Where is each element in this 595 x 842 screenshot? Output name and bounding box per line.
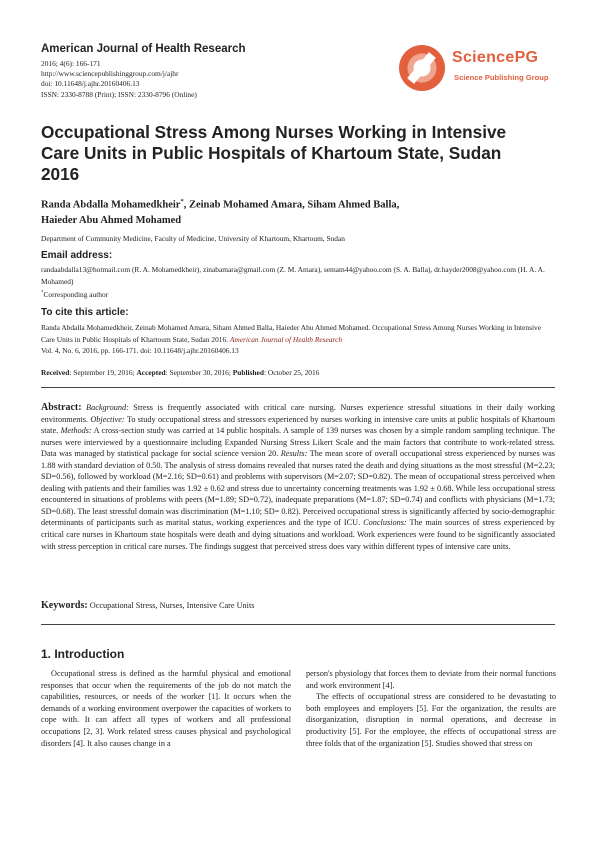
background-label: Background: [86, 403, 129, 412]
keywords-label: Keywords: [41, 600, 88, 611]
accepted-date: : September 30, 2016; [165, 368, 233, 377]
meta-volume: 2016; 4(6): 166-171 [41, 59, 101, 68]
divider-top [41, 387, 555, 388]
methods-label: Methods: [60, 426, 92, 436]
corresponding-marker: * [180, 198, 184, 205]
logo-subtitle: Science Publishing Group [454, 73, 549, 82]
objective-text: To study occupational stress and stressors experienced by nurses working in intensive care units at public hospitals of Khartoum state. [41, 414, 555, 436]
published-date: : October 25, 2016 [263, 368, 320, 377]
publisher-logo [399, 45, 559, 95]
author-list [41, 194, 551, 228]
intro-paragraph-continued: person's physiology that forces them to deviate from their normal functions and work environment [4]. [306, 669, 556, 690]
affiliation: Department of Community Medicine, Faculty of Medicine, University of Khartoum, Khartoum, Sudan [41, 234, 345, 243]
citation-journal: American Journal of Health Research [229, 334, 343, 344]
published-label: Published [232, 368, 264, 377]
conclusions-label: Conclusions: [363, 518, 407, 528]
meta-doi[interactable]: doi: 10.11648/j.ajhr.20160406.13 [41, 79, 140, 89]
author-corresponding: Randa Abdalla Mohamedkheir [41, 199, 181, 211]
author-others: , Zeinab Mohamed Amara, Siham Ahmed Balla, [183, 199, 400, 211]
received-date: : September 19, 2016; [69, 368, 137, 377]
email-heading: Email address: [41, 250, 113, 261]
results-label: Results: [280, 449, 308, 459]
received-label: Received [41, 368, 70, 377]
abstract [41, 402, 555, 552]
citation-volume: Vol. 4, No. 6, 2016, pp. 166-171. doi: 10.11648/j.ajhr.20160406.13 [41, 346, 239, 355]
corresponding-note [41, 290, 108, 299]
meta-url[interactable]: http://www.sciencepublishinggroup.com/j/ajhr [41, 69, 179, 79]
column-left [41, 668, 291, 749]
objective-label: Objective: [90, 414, 125, 424]
column-right [306, 668, 556, 749]
abstract-label: Abstract: [41, 402, 82, 413]
keywords [41, 600, 254, 611]
divider-bottom [41, 624, 555, 625]
author-last: Haieder Abu Ahmed Mohamed [41, 214, 182, 226]
accepted-label: Accepted [136, 368, 166, 377]
journal-name: American Journal of Health Research [41, 43, 246, 55]
section-heading-introduction: 1. Introduction [41, 647, 125, 661]
journal-meta [41, 59, 197, 100]
article-dates [41, 368, 319, 377]
results-text: The mean score of overall occupational stress experienced by nurses was 1.88 with standard deviation of 0.50. The analysis of stress domains revealed that nurses rated the death and dying situations as the most stressful (M=2.23; SD=0.56), followed by workload (M=2.16; SD=0.61) and problems with supervisors (M=2.07; SD=0.82). The mean of occupational stress perceived when dealing with patients and their families was 1.92 ± 0.62 and stress due to uncertainty concerning treatments was 1.92 ± 0.68. While less occupational stress encountered in situations of problems with peers (M=1.89; SD=0.72), inadequate preparations (M=1.87; SD=0.74) and conflicts with physicians (M=1.73; SD=0.68). The least stressful domain was discrimination (M=1.10; SD= 0.82). Perceived occupational stress is significantly affected by socio-demographic determinants of participants such as marital status, working experiences and the type of ICU. [41, 449, 555, 528]
meta-issn: ISSN: 2330-8788 (Print); ISSN: 2330-8796 (Online) [41, 89, 197, 99]
intro-paragraph: The effects of occupational stress are considered to be devastating to both employees and employers [5]. For the organization, the results are disorganization, disruption in normal operations, and decrease in productivity [5]. For the employee, the effects of occupational stress are three folds that of the organization [5]. Studies showed that stress on [306, 692, 556, 748]
email-list: randaabdalla13@hotmail.com (R. A. Mohamedkheir), zinabamara@gmail.com (Z. M. Amara), semam44@yahoo.com (S. A. Balla), dr.hayder2008@yahoo.com (H. A. A. Mohamed) [41, 265, 545, 286]
article-title: Occupational Stress Among Nurses Working in Intensive Care Units in Public Hospitals of Khartoum State, Sudan 2016 [41, 122, 507, 184]
citation-body: Randa Abdalla Mohamedkheir, Zeinab Mohamed Amara, Siham Ahmed Balla, Haieder Abu Ahmed Mohamed. Occupational Stress Among Nurses Working in Intensive Care Units in Public Hospitals of Khartoum State, Sudan 2016. [41, 323, 541, 344]
background-text: Stress is frequently associated with critical care nursing. Nurses experience stressful situations in their daily working environments. [41, 403, 556, 424]
logo-wordmark: SciencePG [452, 49, 539, 66]
corr-label: Corresponding author [43, 290, 109, 299]
methods-text: A cross-section study was carried at 14 public hospitals. A sample of 139 nurses was chosen by a simple random sampling technique. The nurses were interviewed by a questionnaire including Expanded Nursing Stress Likert Scale and the main factors that contribute to work-related stress. Data was managed by statistical package for social science version 20. [41, 426, 555, 459]
keywords-text: Occupational Stress, Nurses, Intensive Care Units [87, 601, 255, 610]
conclusions-text: The main sources of stress experienced by critical care nurses in Khartoum state hospitals were death and dying situations and workload. Work experiences were found to be significantly associated with stress perception in critical care nurses. The findings suggest that perceived stress does vary within different types of intensive care units. [41, 518, 555, 551]
logo-emblem-icon [399, 45, 445, 91]
cite-heading: To cite this article: [41, 307, 129, 318]
citation-text [41, 322, 556, 357]
intro-paragraph: Occupational stress is defined as the harmful physical and emotional responses that occur when the requirements of the job do not match the capabilities, resources, or needs of the worker [1]. It occurs when the demands of a working environment overpower the capacities of workers to cope with. It can affect all types of workers and all professional occupations [2, 3]. Work related stress causes physical and psychological disorders [4]. It also causes change in a [41, 669, 291, 748]
corr-marker: * [41, 290, 44, 296]
